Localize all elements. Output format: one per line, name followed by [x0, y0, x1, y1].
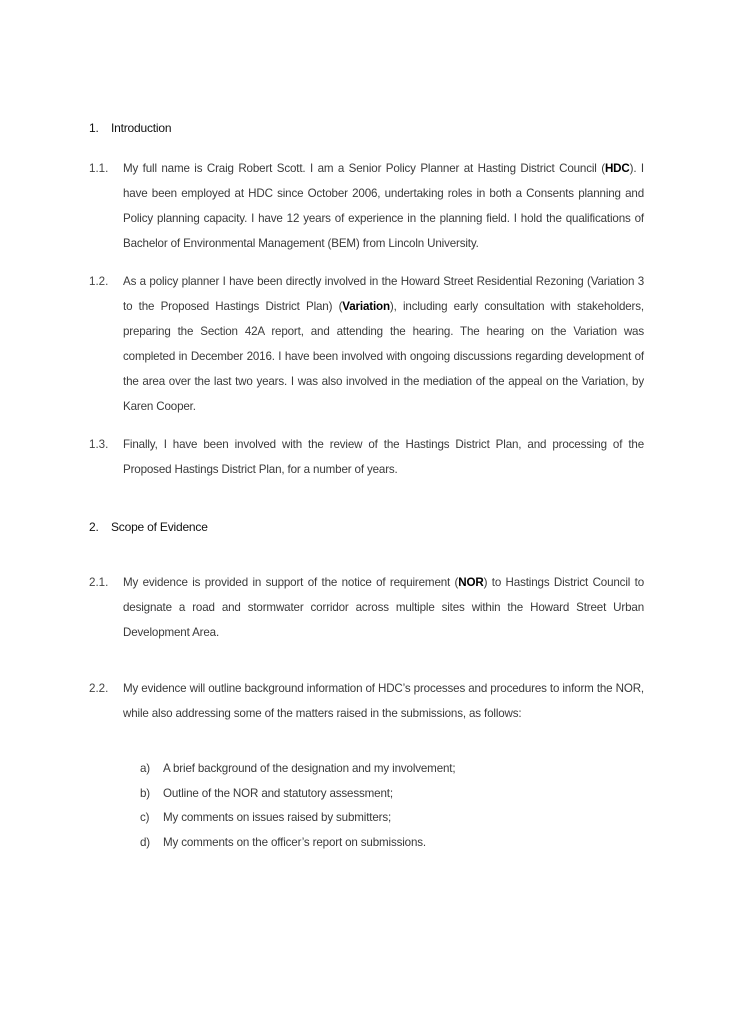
paragraph-2-1 [89, 570, 644, 645]
list-item [140, 806, 640, 831]
paragraph-number: 2.1. [89, 576, 109, 589]
text-run: ) to Hastings District Council to designate a road and stormwater corridor across multiple sites within the Howard Street Urban Development Area. [123, 576, 644, 639]
section-heading-introduction [89, 121, 171, 135]
paragraph-text [123, 156, 644, 256]
text-run: My evidence is provided in support of the notice of requirement ( [123, 576, 459, 589]
list-item-text: My comments on issues raised by submitters; [163, 811, 392, 825]
list-marker: a) [140, 762, 151, 775]
list-item-text: A brief background of the designation and my involvement; [163, 762, 456, 775]
paragraph-number: 1.1. [89, 162, 109, 175]
paragraph-number: 2.2. [89, 682, 109, 695]
text-run: My full name is Craig Robert Scott. I am a Senior Policy Planner at Hasting District Council ( [123, 162, 605, 175]
list-item-text: Outline of the NOR and statutory assessment; [163, 786, 393, 800]
paragraph-text: Finally, I have been involved with the review of the Hastings District Plan, and processing of the Proposed Hastings District Plan, for a number of years. [123, 438, 644, 476]
paragraph-1-2 [89, 269, 644, 419]
section-title: Introduction [111, 121, 172, 135]
text-run: ), including early consultation with stakeholders, preparing the Section 42A report, and attending the hearing. The hearing on the Variation was completed in December 2016. I have been involved with ongoing discussions regarding development of the area over the last two years. I was also involved in the mediation of the appeal on the Variation, by Karen Cooper. [123, 300, 644, 413]
list-marker: c) [140, 811, 150, 825]
evidence-outline-list [140, 757, 640, 856]
section-number: 2. [89, 520, 99, 534]
list-item-text: My comments on the officer’s report on submissions. [163, 836, 426, 850]
list-item [140, 757, 640, 782]
text-run: ). I have been employed at HDC since October 2006, undertaking roles in both a Consents planning and Policy planning capacity. I have 12 years of experience in the planning field. I hold the qualifications of Bachelor of Environmental Management (BEM) from Lincoln University. [123, 162, 644, 250]
paragraph-text [123, 570, 644, 645]
paragraph-number: 1.3. [89, 438, 109, 451]
paragraph-2-2 [89, 676, 644, 726]
paragraph-number: 1.2. [89, 275, 109, 288]
defined-term: NOR [458, 576, 484, 589]
defined-term: HDC [604, 162, 630, 175]
section-heading-scope-of-evidence [89, 520, 208, 534]
paragraph-text [123, 269, 644, 419]
paragraph-text: My evidence will outline background information of HDC’s processes and procedures to inform the NOR, while also addressing some of the matters raised in the submissions, as follows: [123, 682, 644, 720]
list-item [140, 831, 640, 856]
defined-term: Variation [342, 300, 390, 313]
paragraph-1-3 [89, 432, 644, 482]
list-marker: b) [140, 786, 151, 800]
list-item [140, 782, 640, 807]
section-number: 1. [89, 121, 99, 135]
section-title: Scope of Evidence [111, 520, 208, 534]
list-marker: d) [140, 836, 151, 850]
paragraph-1-1 [89, 156, 644, 256]
text-run: As a policy planner I have been directly involved in the Howard Street Residential Rezoning (Variation 3 to the Proposed Hastings District Plan) ( [123, 275, 644, 313]
